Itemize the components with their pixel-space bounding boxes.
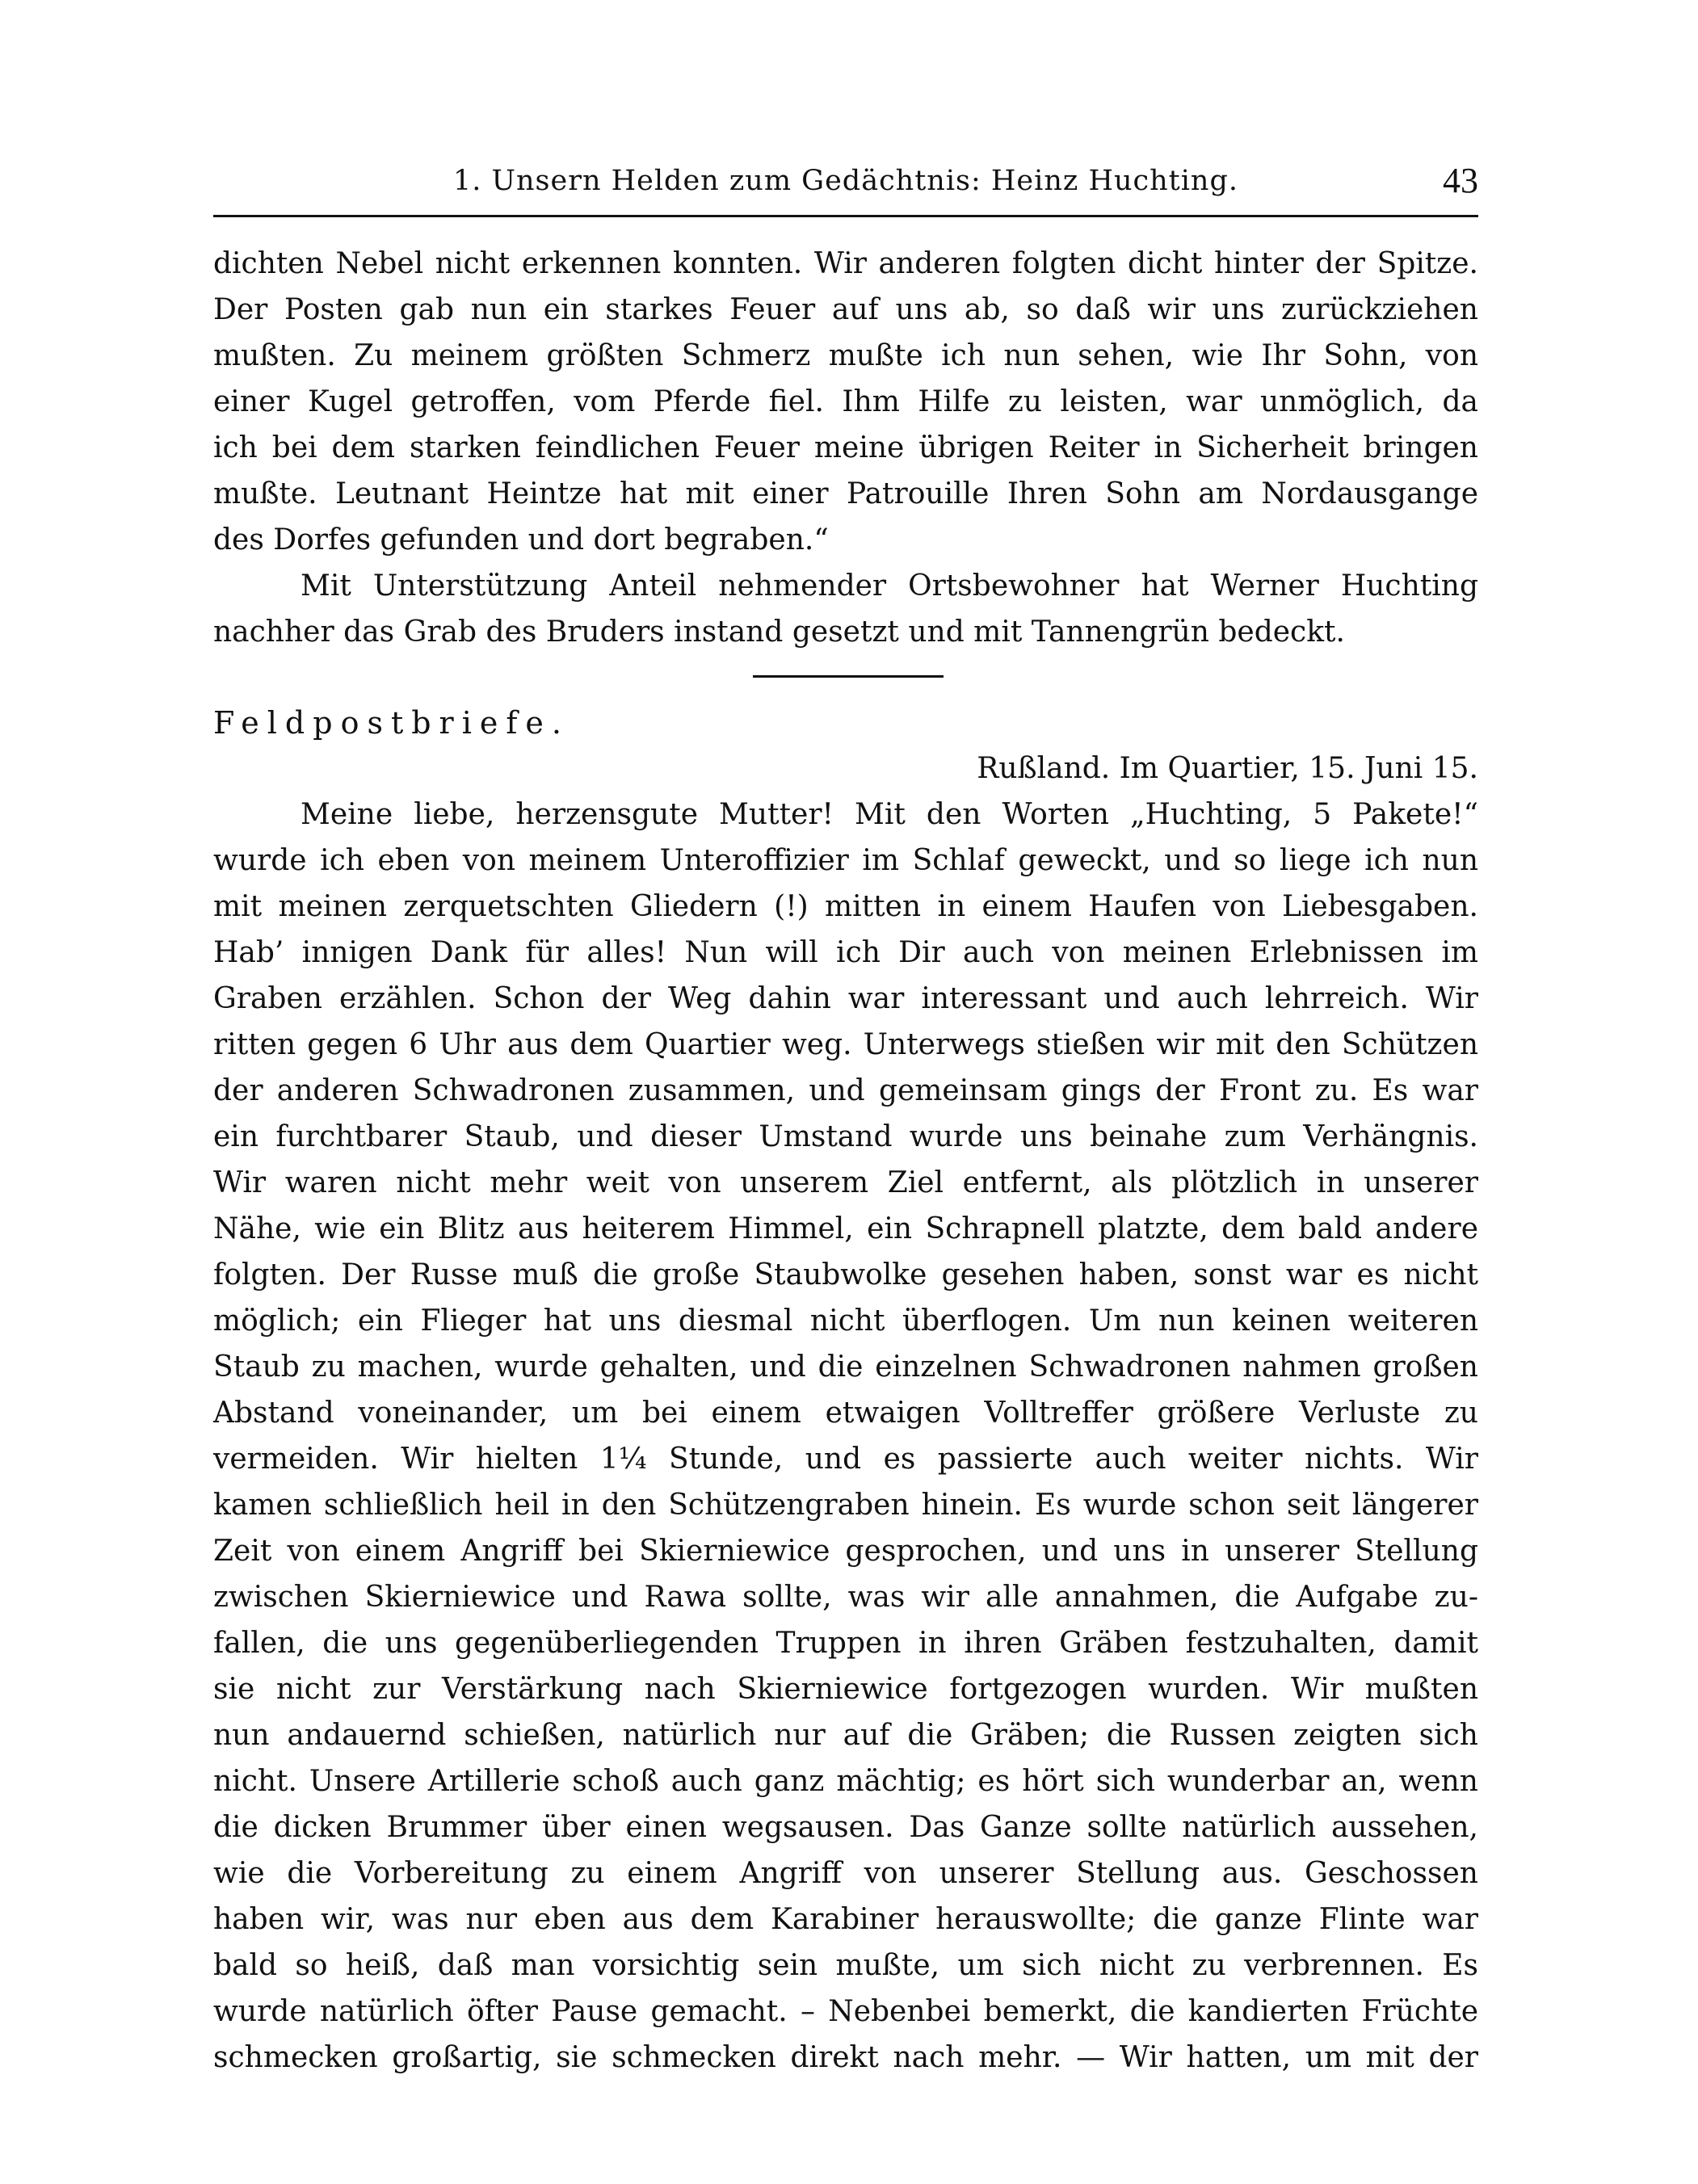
- text-line: schmecken großartig, sie schmecken direkt nach mehr. — Wir hatten, um mit der: [213, 2041, 1478, 2074]
- section-heading: Feldpostbriefe.: [213, 705, 570, 741]
- text-line: möglich; ein Flieger hat uns diesmal nicht überflogen. Um nun keinen weiteren: [213, 1304, 1478, 1338]
- text-line: die dicken Brummer über einen wegsausen. Das Ganze sollte natürlich aussehen,: [213, 1811, 1478, 1844]
- text-line: mit meinen zerquetschten Gliedern (!) mitten in einem Haufen von Liebesgaben.: [213, 890, 1478, 923]
- text-line: der anderen Schwadronen zusammen, und gemeinsam gings der Front zu. Es war: [213, 1074, 1478, 1107]
- text-line: ritten gegen 6 Uhr aus dem Quartier weg. Unterwegs stießen wir mit den Schützen: [213, 1028, 1478, 1061]
- text-line: Hab’ innigen Dank für alles! Nun will ich Dir auch von meinen Erlebnissen im: [213, 936, 1478, 969]
- text-line: Der Posten gab nun ein starkes Feuer auf uns ab, so daß wir uns zurückziehen: [213, 293, 1478, 326]
- page-number: 43: [1443, 161, 1478, 200]
- text-line: ein furchtbarer Staub, und dieser Umstand wurde uns beinahe zum Verhängnis.: [213, 1120, 1478, 1153]
- text-line: Abstand voneinander, um bei einem etwaigen Volltreffer größere Verluste zu: [213, 1396, 1478, 1430]
- text-line: wurde natürlich öfter Pause gemacht. – Nebenbei bemerkt, die kandierten Früchte: [213, 1995, 1478, 2028]
- text-line: Wir waren nicht mehr weit von unserem Ziel entfernt, als plötzlich in unserer: [213, 1166, 1478, 1199]
- text-line: wurde ich eben von meinem Unteroffizier im Schlaf geweckt, und so liege ich nun: [213, 844, 1478, 877]
- running-header-title: 1. Unsern Helden zum Gedächtnis: Heinz Huchting.: [453, 165, 1238, 197]
- text-line: bald so heiß, daß man vorsichtig sein mußte, um sich nicht zu verbrennen. Es: [213, 1949, 1478, 1982]
- text-line: Nähe, wie ein Blitz aus heiterem Himmel, ein Schrapnell platzte, dem bald andere: [213, 1212, 1478, 1245]
- running-header: [213, 160, 1478, 212]
- text-line: fallen, die uns gegenüberliegenden Truppen in ihren Gräben festzuhalten, damit: [213, 1627, 1478, 1660]
- text-line: Meine liebe, herzensgute Mutter! Mit den Worten „Huchting, 5 Pakete!“: [301, 798, 1478, 831]
- letter-dateline: Rußland. Im Quartier, 15. Juni 15.: [977, 752, 1478, 785]
- text-line: ich bei dem starken feindlichen Feuer meine übrigen Reiter in Sicherheit bringen: [213, 431, 1478, 464]
- text-line: sie nicht zur Verstärkung nach Skierniewice fortgezogen wurden. Wir mußten: [213, 1673, 1478, 1706]
- header-rule: [213, 215, 1478, 217]
- text-line: folgten. Der Russe muß die große Staubwolke gesehen haben, sonst war es nicht: [213, 1258, 1478, 1292]
- text-line: Graben erzählen. Schon der Weg dahin war interessant und auch lehrreich. Wir: [213, 982, 1478, 1015]
- text-line: nun andauernd schießen, natürlich nur auf die Gräben; die Russen zeigten sich: [213, 1719, 1478, 1752]
- text-line: haben wir, was nur eben aus dem Karabiner herauswollte; die ganze Flinte war: [213, 1903, 1478, 1936]
- section-divider: [753, 675, 944, 678]
- text-line: zwischen Skierniewice und Rawa sollte, was wir alle annahmen, die Aufgabe zu-: [213, 1581, 1478, 1614]
- text-line: vermeiden. Wir hielten 1¼ Stunde, und es passierte auch weiter nichts. Wir: [213, 1443, 1478, 1476]
- text-line: mußten. Zu meinem größten Schmerz mußte ich nun sehen, wie Ihr Sohn, von: [213, 339, 1478, 372]
- text-line: dichten Nebel nicht erkennen konnten. Wir anderen folgten dicht hinter der Spitze.: [213, 247, 1478, 280]
- text-line: kamen schließlich heil in den Schützengraben hinein. Es wurde schon seit längerer: [213, 1489, 1478, 1522]
- text-line: wie die Vorbereitung zu einem Angriff von unserer Stellung aus. Geschossen: [213, 1857, 1478, 1890]
- text-line: nicht. Unsere Artillerie schoß auch ganz mächtig; es hört sich wunderbar an, wenn: [213, 1765, 1478, 1798]
- text-line: Staub zu machen, wurde gehalten, und die einzelnen Schwadronen nahmen großen: [213, 1350, 1478, 1384]
- text-line: Mit Unterstützung Anteil nehmender Ortsbewohner hat Werner Huchting: [301, 569, 1478, 603]
- text-line: Zeit von einem Angriff bei Skierniewice gesprochen, und uns in unserer Stellung: [213, 1535, 1478, 1568]
- text-line: einer Kugel getroffen, vom Pferde fiel. Ihm Hilfe zu leisten, war unmöglich, da: [213, 385, 1478, 418]
- text-line: mußte. Leutnant Heintze hat mit einer Patrouille Ihren Sohn am Nordausgange: [213, 477, 1478, 510]
- text-line: des Dorfes gefunden und dort begraben.“: [213, 523, 829, 556]
- text-line: nachher das Grab des Bruders instand gesetzt und mit Tannengrün bedeckt.: [213, 615, 1345, 649]
